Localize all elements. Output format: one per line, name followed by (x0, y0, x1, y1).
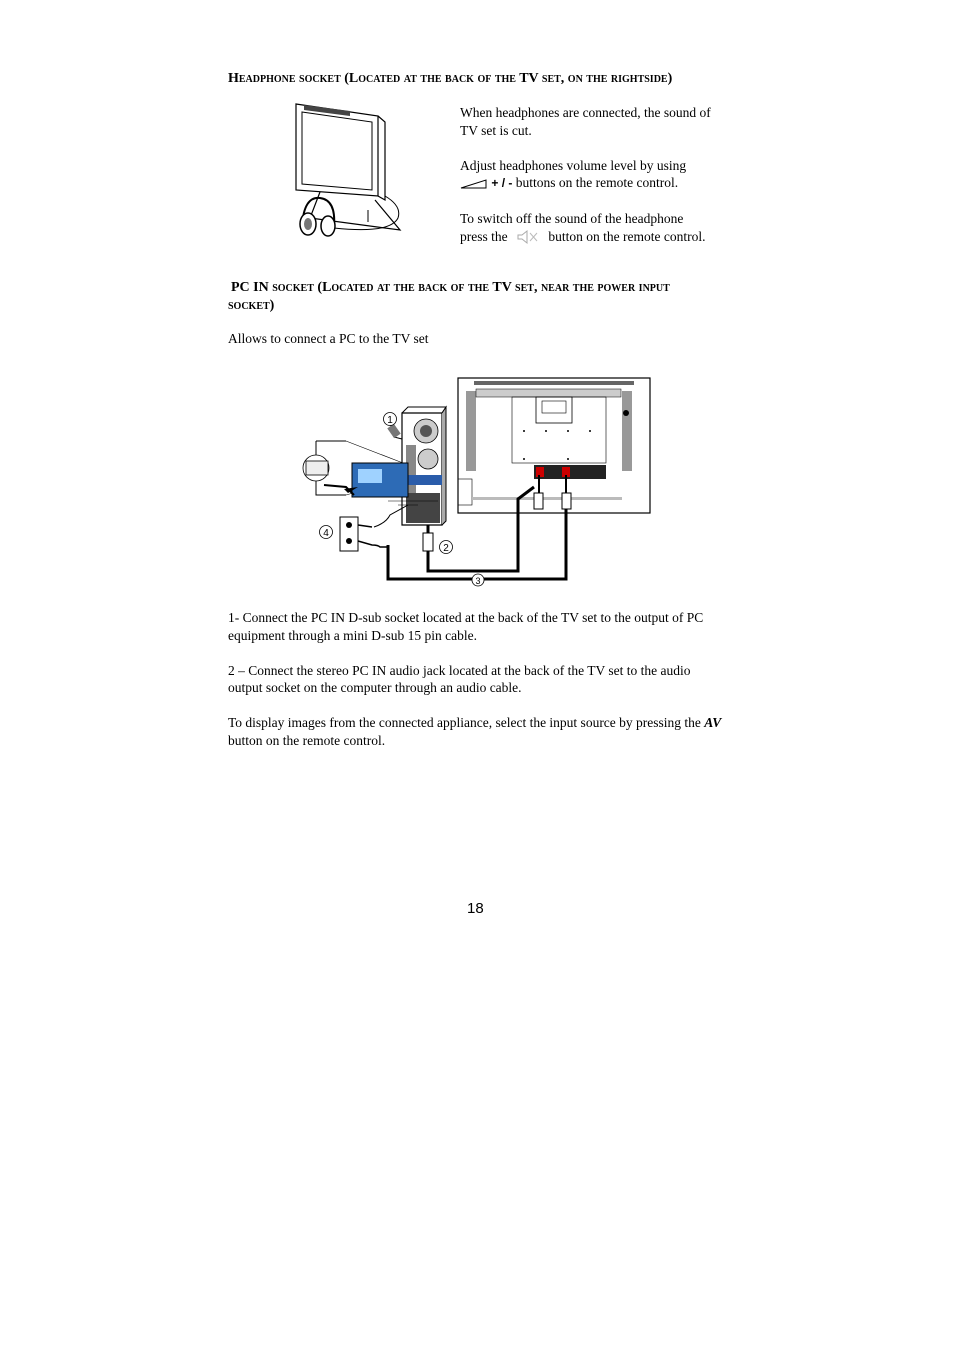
callout-2: 2 (443, 543, 449, 554)
headphone-para-2 (460, 157, 730, 193)
pc-connection-diagram (298, 375, 654, 589)
volume-ramp-icon (460, 179, 488, 189)
callout-1: 1 (387, 415, 393, 426)
av-button-label: AV (704, 715, 722, 730)
display-instruction (228, 714, 728, 749)
page-number: 18 (467, 900, 484, 917)
display-instruction-post: button on the remote control. (228, 732, 386, 748)
tv-back-panel (458, 378, 650, 513)
pcin-heading-line2: socket) (228, 298, 275, 313)
headphone-para-2-line1: Adjust headphones volume level by using (460, 157, 687, 173)
tv-with-headphones-illustration (290, 100, 420, 245)
display-instruction-pre: To display images from the connected appliance, select the input source by pressing the (228, 715, 705, 730)
headphone-section-heading: Headphone socket (Located at the back of the TV set, on the rightside) (228, 71, 673, 86)
callout-4: 4 (323, 528, 329, 539)
headphone-para-3-line1: To switch off the sound of the headphone (460, 211, 684, 226)
pcin-intro: Allows to connect a PC to the TV set (228, 331, 429, 346)
step-2-text: 2 – Connect the stereo PC IN audio jack located at the back of the TV set to the audio output socket on the computer through an audio cable. (228, 662, 691, 695)
headphone-para-1: When headphones are connected, the sound of TV set is cut. (460, 105, 711, 138)
callout-3: 3 (475, 576, 481, 586)
headphone-para-3 (460, 210, 730, 245)
headphone-para-3-press: press the (460, 228, 508, 244)
pcin-section-heading (228, 279, 748, 315)
mute-icon (515, 230, 541, 244)
headphone-description (460, 104, 730, 263)
headphone-para-3-rest: button on the remote control. (548, 228, 706, 244)
step-1-text: 1- Connect the PC IN D-sub socket located at the back of the TV set to the output of PC equipment through a mini D-sub 15 pin cable. (228, 610, 704, 643)
pcin-heading-line1: PC IN socket (Located at the back of the TV set, near the power input (231, 280, 670, 295)
pc-tower (402, 407, 446, 525)
volume-buttons-label: + / - (491, 176, 513, 190)
pcin-steps (228, 609, 728, 767)
headphone-para-2-rest: buttons on the remote control. (512, 175, 679, 190)
